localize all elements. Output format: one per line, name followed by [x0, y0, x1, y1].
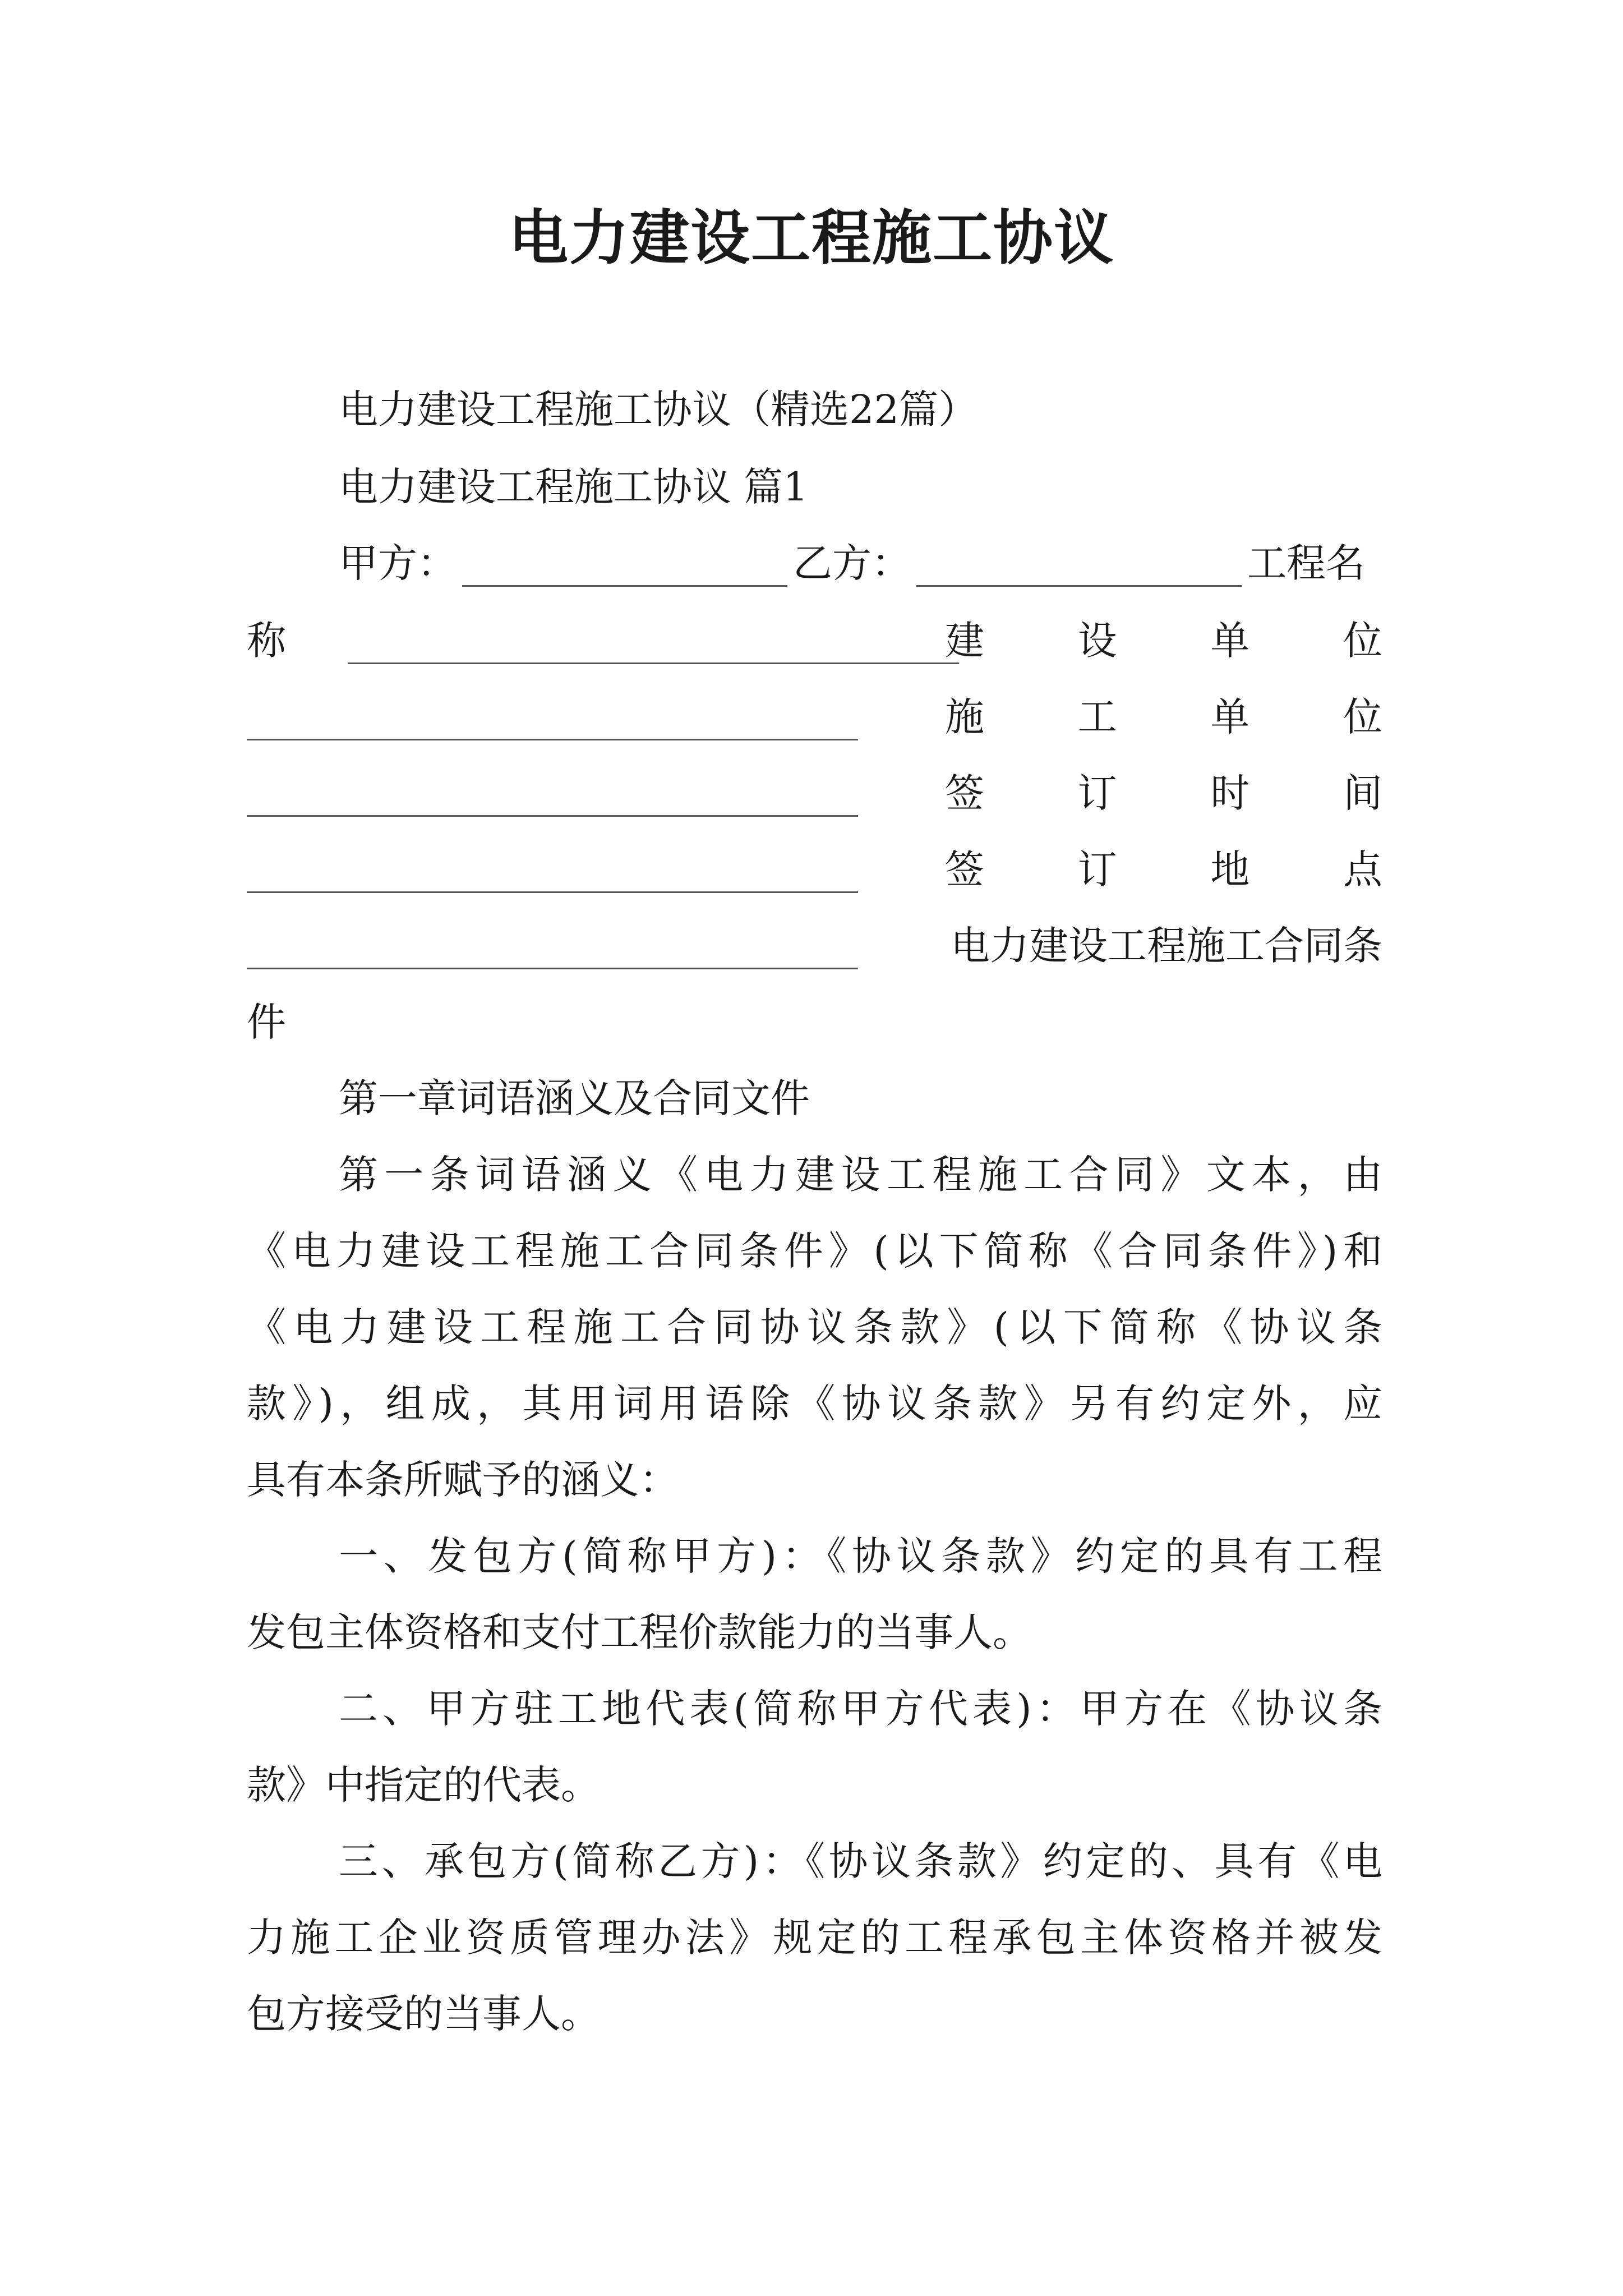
document-title: 电力建设工程施工协议 — [509, 203, 1114, 273]
label-char: 单 — [1210, 694, 1250, 740]
chapter-heading: 第一章词语涵义及合同文件 — [339, 1075, 810, 1121]
label-char: 签 — [945, 770, 984, 816]
item3-line: 三、承包方(简称乙方)：《协议条款》约定的、具有《电 — [339, 1838, 1382, 1884]
article1-line: 款》)，组成，其用词用语除《协议条款》另有约定外，应 — [247, 1381, 1382, 1427]
project-name-label-part1: 工程名 — [1247, 540, 1365, 586]
label-char: 间 — [1343, 770, 1382, 816]
party-b-label: 乙方： — [793, 540, 911, 586]
article1-line: 《电力建设工程施工合同条件》(以下简称《合同条件》)和 — [247, 1228, 1382, 1274]
label-char: 时 — [1210, 770, 1250, 816]
party-a-field[interactable] — [462, 546, 787, 587]
section-heading: 电力建设工程施工协议 篇1 — [339, 464, 808, 510]
label-char: 单 — [1210, 618, 1250, 664]
project-name-line — [247, 613, 1382, 669]
signing-time-line — [247, 765, 1382, 821]
article1-line: 具有本条所赋予的涵义： — [247, 1457, 679, 1503]
document-subtitle: 电力建设工程施工协议（精选22篇） — [339, 386, 978, 432]
label-char: 订 — [1077, 770, 1117, 816]
item1-line: 一、发包方(简称甲方)：《协议条款》约定的具有工程 — [339, 1533, 1382, 1579]
item2-line: 二、甲方驻工地代表(简称甲方代表)：甲方在《协议条 — [339, 1686, 1382, 1732]
project-name-label-part2: 称 — [247, 618, 286, 664]
conditions-title-part2: 件 — [247, 999, 286, 1045]
construction-unit-field[interactable] — [247, 700, 858, 740]
contractor-unit-label — [945, 689, 1382, 745]
label-char: 位 — [1343, 694, 1382, 740]
item3-line: 力施工企业资质管理办法》规定的工程承包主体资格并被发 — [247, 1915, 1382, 1961]
signing-place-line — [247, 841, 1382, 898]
party-a-label: 甲方： — [339, 540, 457, 586]
signing-time-field[interactable] — [247, 852, 858, 893]
item2-line: 款》中指定的代表。 — [247, 1762, 600, 1808]
label-char: 建 — [945, 618, 984, 664]
construction-unit-label — [945, 613, 1382, 669]
label-char: 订 — [1077, 846, 1117, 892]
conditions-title-part1: 电力建设工程施工合同条 — [951, 923, 1382, 969]
article1-line: 《电力建设工程施工合同协议条款》(以下简称《协议条 — [247, 1304, 1382, 1350]
label-char: 工 — [1077, 694, 1117, 740]
party-b-field[interactable] — [916, 546, 1242, 587]
signing-place-label — [945, 841, 1382, 898]
signing-place-field[interactable] — [247, 928, 858, 969]
label-char: 施 — [945, 694, 984, 740]
item3-line: 包方接受的当事人。 — [247, 1991, 600, 2037]
signing-time-label — [945, 765, 1382, 821]
label-char: 签 — [945, 846, 984, 892]
label-char: 地 — [1210, 846, 1250, 892]
party-line — [339, 535, 1382, 591]
conditions-title-line — [247, 918, 1382, 974]
item1-line: 发包主体资格和支付工程价款能力的当事人。 — [247, 1609, 1032, 1655]
label-char: 设 — [1077, 618, 1117, 664]
contractor-unit-line — [247, 689, 1382, 745]
article1-line: 第一条词语涵义《电力建设工程施工合同》文本，由 — [339, 1152, 1382, 1198]
contractor-unit-field[interactable] — [247, 776, 858, 817]
project-name-field[interactable] — [348, 623, 959, 664]
label-char: 位 — [1343, 618, 1382, 664]
label-char: 点 — [1343, 846, 1382, 892]
